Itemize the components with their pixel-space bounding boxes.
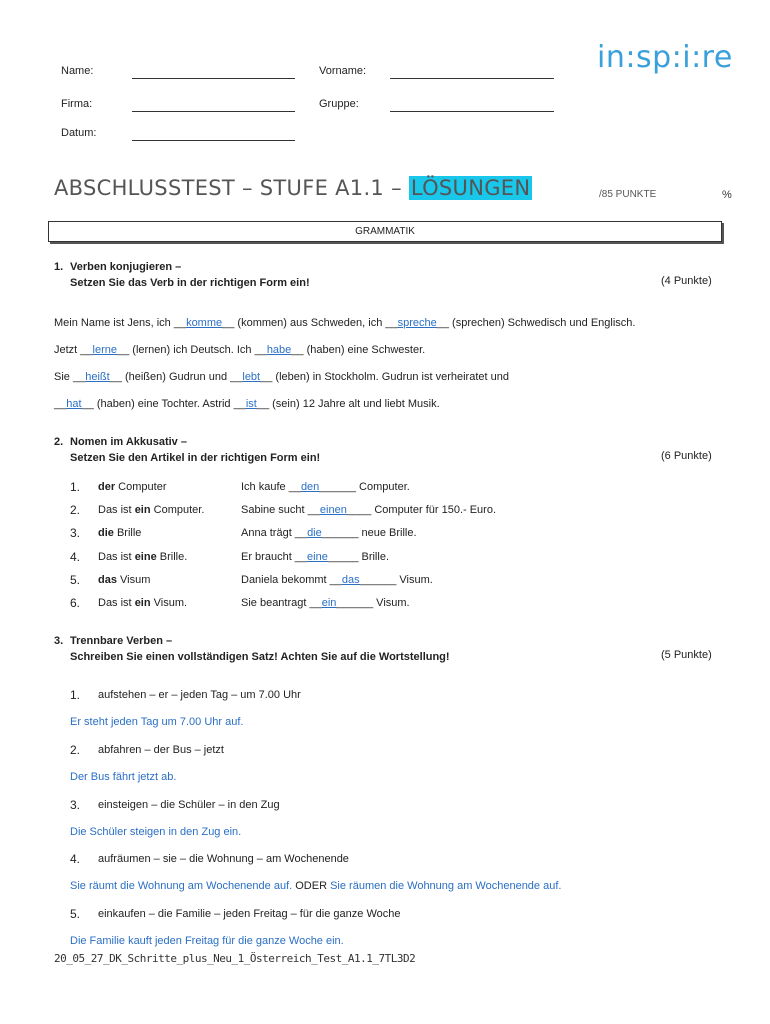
q2-article: ein — [134, 504, 151, 516]
answer: einen — [319, 504, 347, 516]
answer: heißt — [85, 371, 110, 383]
q3-answer: Der Bus fährt jetzt ab. — [70, 771, 177, 783]
q2-article: eine — [134, 551, 157, 563]
q2-row-number: 5. — [70, 573, 81, 587]
q2-row-number: 1. — [70, 480, 81, 494]
q2-noun: Das ist ein Computer. — [98, 504, 205, 516]
q2-sentence: Er braucht __eine_____ Brille. — [241, 551, 389, 563]
oder-label: ODER — [292, 880, 331, 892]
answer: lerne — [92, 344, 117, 356]
answer: spreche — [397, 317, 437, 329]
answer: ein — [321, 597, 337, 609]
q3-item-number: 1. — [70, 688, 81, 702]
q2-instruction: Setzen Sie den Artikel in der richtigen Form ein! — [70, 452, 321, 464]
q3-heading — [54, 633, 450, 665]
q1-line: Jetzt __lerne__ (lernen) ich Deutsch. Ich __habe__ (haben) eine Schwester. — [54, 344, 426, 356]
name-field[interactable] — [132, 78, 295, 79]
q2-article: der — [98, 481, 116, 493]
gruppe-label: Gruppe: — [319, 98, 359, 110]
answer: den — [300, 481, 320, 493]
q2-article: die — [98, 527, 114, 539]
gruppe-field[interactable] — [390, 111, 554, 112]
answer: lebt — [242, 371, 261, 383]
q3-points: (5 Punkte) — [661, 649, 712, 661]
q2-title: Nomen im Akkusativ – — [70, 436, 187, 448]
q3-item-number: 4. — [70, 852, 81, 866]
vorname-label: Vorname: — [319, 65, 367, 77]
answer: hat — [66, 398, 82, 410]
q2-heading — [54, 434, 320, 466]
q3-prompt: aufstehen – er – jeden Tag – um 7.00 Uhr — [98, 689, 301, 701]
q1-instruction: Setzen Sie das Verb in der richtigen Form ein! — [70, 277, 310, 289]
title-highlight: LÖSUNGEN — [410, 176, 531, 200]
q2-row-number: 4. — [70, 550, 81, 564]
q2-row-number: 2. — [70, 503, 81, 517]
vorname-field[interactable] — [390, 78, 554, 79]
q3-prompt: einkaufen – die Familie – jeden Freitag – für die ganze Woche — [98, 908, 401, 920]
name-label: Name: — [61, 65, 94, 77]
q2-noun: Das ist ein Visum. — [98, 597, 188, 609]
q3-answer: Sie räumt die Wohnung am Wochenende auf. ODER Sie räumen die Wohnung am Wochenende auf. — [70, 880, 562, 892]
q2-sentence: Ich kaufe __den______ Computer. — [241, 481, 410, 493]
q3-item-number: 3. — [70, 798, 81, 812]
datum-field[interactable] — [132, 140, 295, 141]
answer: ist — [245, 398, 257, 410]
answer: das — [341, 574, 360, 586]
q3-item-number: 5. — [70, 907, 81, 921]
q3-answer: Die Familie kauft jeden Freitag für die ganze Woche ein. — [70, 935, 344, 947]
q2-sentence: Sie beantragt __ein______ Visum. — [241, 597, 410, 609]
q3-answer: Er steht jeden Tag um 7.00 Uhr auf. — [70, 716, 244, 728]
q1-title: Verben konjugieren – — [70, 261, 182, 273]
q1-line: Mein Name ist Jens, ich __komme__ (kommen) aus Schweden, ich __spreche__ (sprechen) Schwedisch und Englisch. — [54, 317, 636, 329]
q2-noun: Das ist eine Brille. — [98, 551, 188, 563]
page-title — [54, 176, 532, 200]
q2-noun: das Visum — [98, 574, 151, 586]
answer: die — [307, 527, 322, 539]
percent-label: % — [722, 189, 732, 201]
total-points: /85 PUNKTE — [599, 189, 657, 200]
datum-label: Datum: — [61, 127, 97, 139]
q1-line: __hat__ (haben) eine Tochter. Astrid __ist__ (sein) 12 Jahre alt und liebt Musik. — [54, 398, 440, 410]
section-grammatik: GRAMMATIK — [48, 221, 722, 242]
q3-item-number: 2. — [70, 743, 81, 757]
footer-filename: 20_05_27_DK_Schritte_plus_Neu_1_Österreich_Test_A1.1_7TL3D2 — [54, 952, 416, 965]
q2-number: 2. — [54, 436, 64, 448]
q3-title: Trennbare Verben – — [70, 635, 173, 647]
q3-prompt: abfahren – der Bus – jetzt — [98, 744, 224, 756]
q2-points: (6 Punkte) — [661, 450, 712, 462]
q3-number: 3. — [54, 635, 64, 647]
title-main: ABSCHLUSSTEST – STUFE A1.1 – — [54, 176, 409, 200]
firma-field[interactable] — [132, 111, 295, 112]
q2-row-number: 6. — [70, 596, 81, 610]
q2-sentence: Daniela bekommt __das______ Visum. — [241, 574, 433, 586]
q1-line: Sie __heißt__ (heißen) Gudrun und __lebt__ (leben) in Stockholm. Gudrun ist verheiratet und — [54, 371, 509, 383]
q2-row-number: 3. — [70, 526, 81, 540]
q2-article: ein — [134, 597, 151, 609]
q3-prompt: aufräumen – sie – die Wohnung – am Wochenende — [98, 853, 349, 865]
inspire-logo: in:sp:i:re — [597, 40, 733, 75]
answer: eine — [307, 551, 328, 563]
q2-noun: der Computer — [98, 481, 167, 493]
q1-heading — [54, 259, 310, 291]
q1-number: 1. — [54, 261, 64, 273]
q2-sentence: Anna trägt __die______ neue Brille. — [241, 527, 417, 539]
q2-sentence: Sabine sucht __einen____ Computer für 150.- Euro. — [241, 504, 497, 516]
answer: habe — [266, 344, 292, 356]
q3-instruction: Schreiben Sie einen vollständigen Satz! Achten Sie auf die Wortstellung! — [70, 651, 450, 663]
answer: komme — [186, 317, 223, 329]
q3-prompt: einsteigen – die Schüler – in den Zug — [98, 799, 280, 811]
firma-label: Firma: — [61, 98, 93, 110]
q3-answer: Die Schüler steigen in den Zug ein. — [70, 826, 242, 838]
q2-noun: die Brille — [98, 527, 142, 539]
q1-points: (4 Punkte) — [661, 275, 712, 287]
q2-article: das — [98, 574, 117, 586]
